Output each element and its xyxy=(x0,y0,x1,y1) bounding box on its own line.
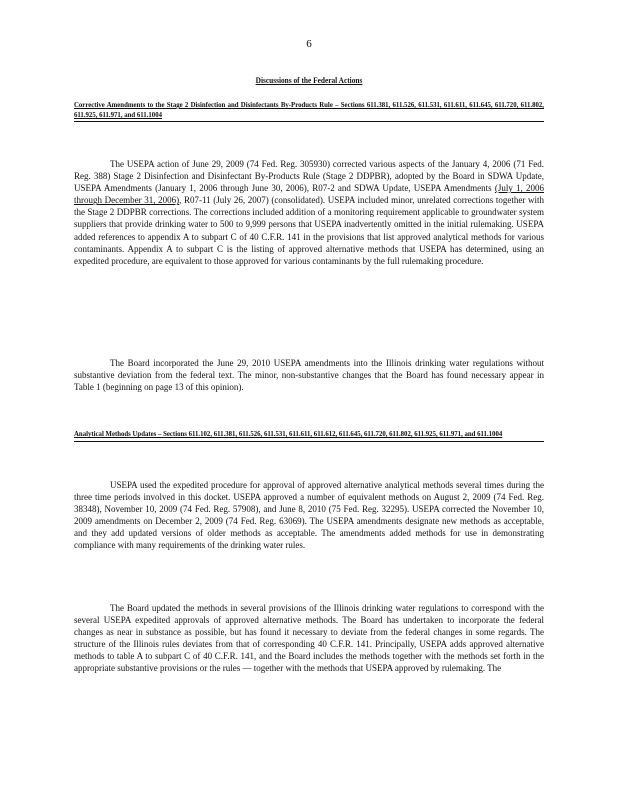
paragraph-board-incorporated: The Board incorporated the June 29, 2010 USEPA amendments into the Illinois drinking water regulations without substantive deviation from the federal text. The minor, non-substantive changes that the Board has found necessary appear in Table 1 (beginning on page 13 of this opinion). xyxy=(74,358,544,393)
heading-analytical-methods: Analytical Methods Updates – Sections 611.102, 611.381, 611.526, 611.531, 611.611, 611.612, 611.645, 611.720, 611.802, 611.925, 611.971, and 611.1004 xyxy=(74,431,503,438)
heading-divider xyxy=(74,441,544,442)
paragraph-expedited-procedure: USEPA used the expedited procedure for approval of approved alternative analytical methods several times during the three time periods involved in this docket. USEPA approved a number of equivalent methods on August 2, 2009 (74 Fed. Reg. 38348), November 10, 2009 (74 Fed. Reg. 57908), and June 8, 2010 (75 Fed. Reg. 32295). USEPA corrected the November 10, 2009 amendments on December 2, 2009 (74 Fed. Reg. 63069). The USEPA amendments designate new methods as acceptable, and they add updated versions of older methods as acceptable. The amendments added methods for use in demonstrating compliance with many requirements of the drinking water rules. xyxy=(74,480,544,551)
page-number: 6 xyxy=(306,38,312,50)
section-title: Discussions of the Federal Actions xyxy=(255,76,363,85)
paragraph-text: , R07-11 (July 26, 2007) (consolidated). USEPA included minor, unrelated corrections together with the Stage 2 DDPBR corrections. The corrections included addition of a monitoring requirement applicable to groundwater system suppliers that provide drinking water to 500 to 9,999 persons that USEPA inadvertently omitted in the initial rulemaking. USEPA added references to appendix A to subpart C of 40 C.F.R. 141 in the provisions that list approved analytical methods for various contaminants. Appendix A to subpart C is the listing of approved alternative methods that USEPA has determined, using an expedited procedure, are equivalent to those approved for various contaminants by the full rulemaking procedure. xyxy=(74,195,544,266)
paragraph-usepa-action xyxy=(74,158,544,267)
paragraph-text: The USEPA action of June 29, 2009 (74 Fed. Reg. 305930) corrected various aspects of the January 4, 2006 (71 Fed. Reg. 388) Stage 2 Disinfection and Disinfectant By-Products Rule (Stage 2 DDPBR), adopted by the Board in SDWA Update, USEPA Amendments (January 1, 2006 through June 30, 2006), R07-2 and SDWA Update, USEPA Amendments xyxy=(74,159,544,194)
underlined-citation: (July 1, 2006 through December 31, 2006) xyxy=(74,183,545,206)
paragraph-board-updated: The Board updated the methods in several provisions of the Illinois drinking water regulations to correspond with the several USEPA expedited approvals of approved alternative methods. The Board has undertaken to incorporate the federal changes as near in substance as possible, but has found it necessary to deviate from the federal changes in some regards. The structure of the Illinois rules deviates from that of corresponding 40 C.F.R. 141. Principally, USEPA adds approved alternative methods to table A to subpart C of 40 C.F.R. 141, and the Board includes the methods together with the methods set forth in the appropriate substantive provisions or the rules — together with the methods that USEPA approved by rulemaking. The xyxy=(74,603,544,674)
heading-divider xyxy=(74,121,544,122)
heading-corrective-amendments: Corrective Amendments to the Stage 2 Disinfection and Disinfectants By-Products Rule – Sections 611.381, 611.526, 611.531, 611.611, 611.645, 611.720, 611.802, 611.925, 611.971, and 611.1004 xyxy=(74,102,544,119)
